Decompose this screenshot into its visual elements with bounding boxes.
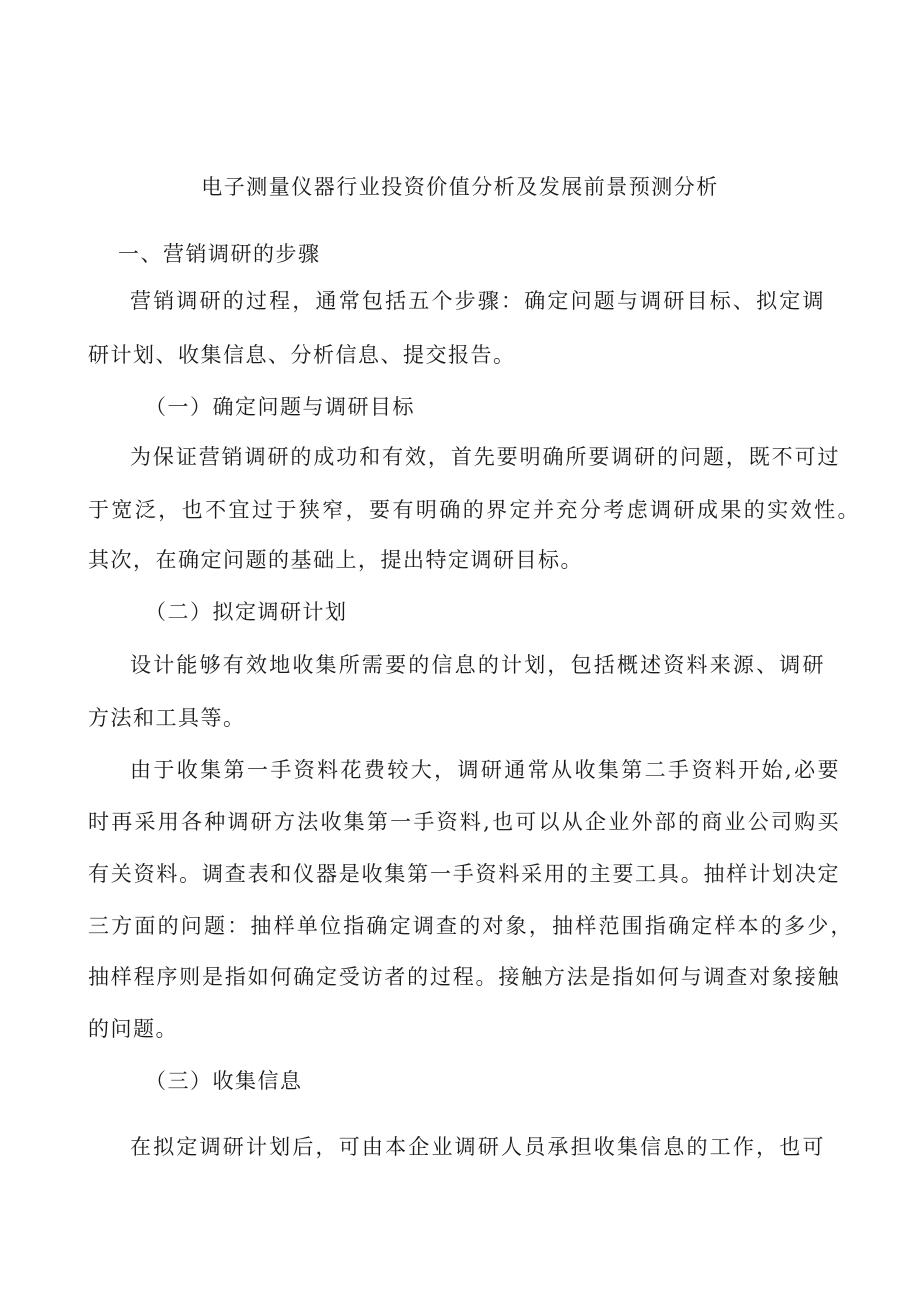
subsection-heading: （二）拟定调研计划 <box>145 600 348 624</box>
paragraph-line: 在拟定调研计划后，可由本企业调研人员承担收集信息的工作，也可 <box>130 1135 825 1159</box>
section-heading: 一、营销调研的步骤 <box>118 242 321 266</box>
document-title: 电子测量仪器行业投资价值分析及发展前景预测分析 <box>201 175 719 199</box>
paragraph-line: 研计划、收集信息、分析信息、提交报告。 <box>88 343 516 367</box>
paragraph-line: 由于收集第一手资料花费较大，调研通常从收集第二手资料开始,必要 <box>130 758 840 782</box>
subsection-heading: （三）收集信息 <box>145 1069 303 1093</box>
subsection-heading: （一）确定问题与调研目标 <box>145 395 415 419</box>
paragraph-line: 方法和工具等。 <box>88 706 246 730</box>
paragraph-line: 其次，在确定问题的基础上，提出特定调研目标。 <box>88 548 583 572</box>
paragraph-line: 抽样程序则是指如何确定受访者的过程。接触方法是指如何与调查对象接触 <box>88 965 840 989</box>
paragraph-line: 设计能够有效地收集所需要的信息的计划，包括概述资料来源、调研 <box>130 653 825 677</box>
paragraph-line: 于宽泛，也不宜过于狭窄，要有明确的界定并充分考虑调研成果的实效性。 <box>88 498 860 522</box>
paragraph-line: 营销调研的过程，通常包括五个步骤：确定问题与调研目标、拟定调 <box>130 289 825 313</box>
paragraph-line: 三方面的问题：抽样单位指确定调查的对象，抽样范围指确定样本的多少， <box>88 914 853 938</box>
paragraph-line: 时再采用各种调研方法收集第一手资料,也可以从企业外部的商业公司购买 <box>88 810 840 834</box>
paragraph-line: 的问题。 <box>88 1017 178 1041</box>
paragraph-line: 有关资料。调查表和仪器是收集第一手资料采用的主要工具。抽样计划决定 <box>88 862 840 886</box>
paragraph-line: 为保证营销调研的成功和有效，首先要明确所要调研的问题，既不可过 <box>130 445 840 469</box>
